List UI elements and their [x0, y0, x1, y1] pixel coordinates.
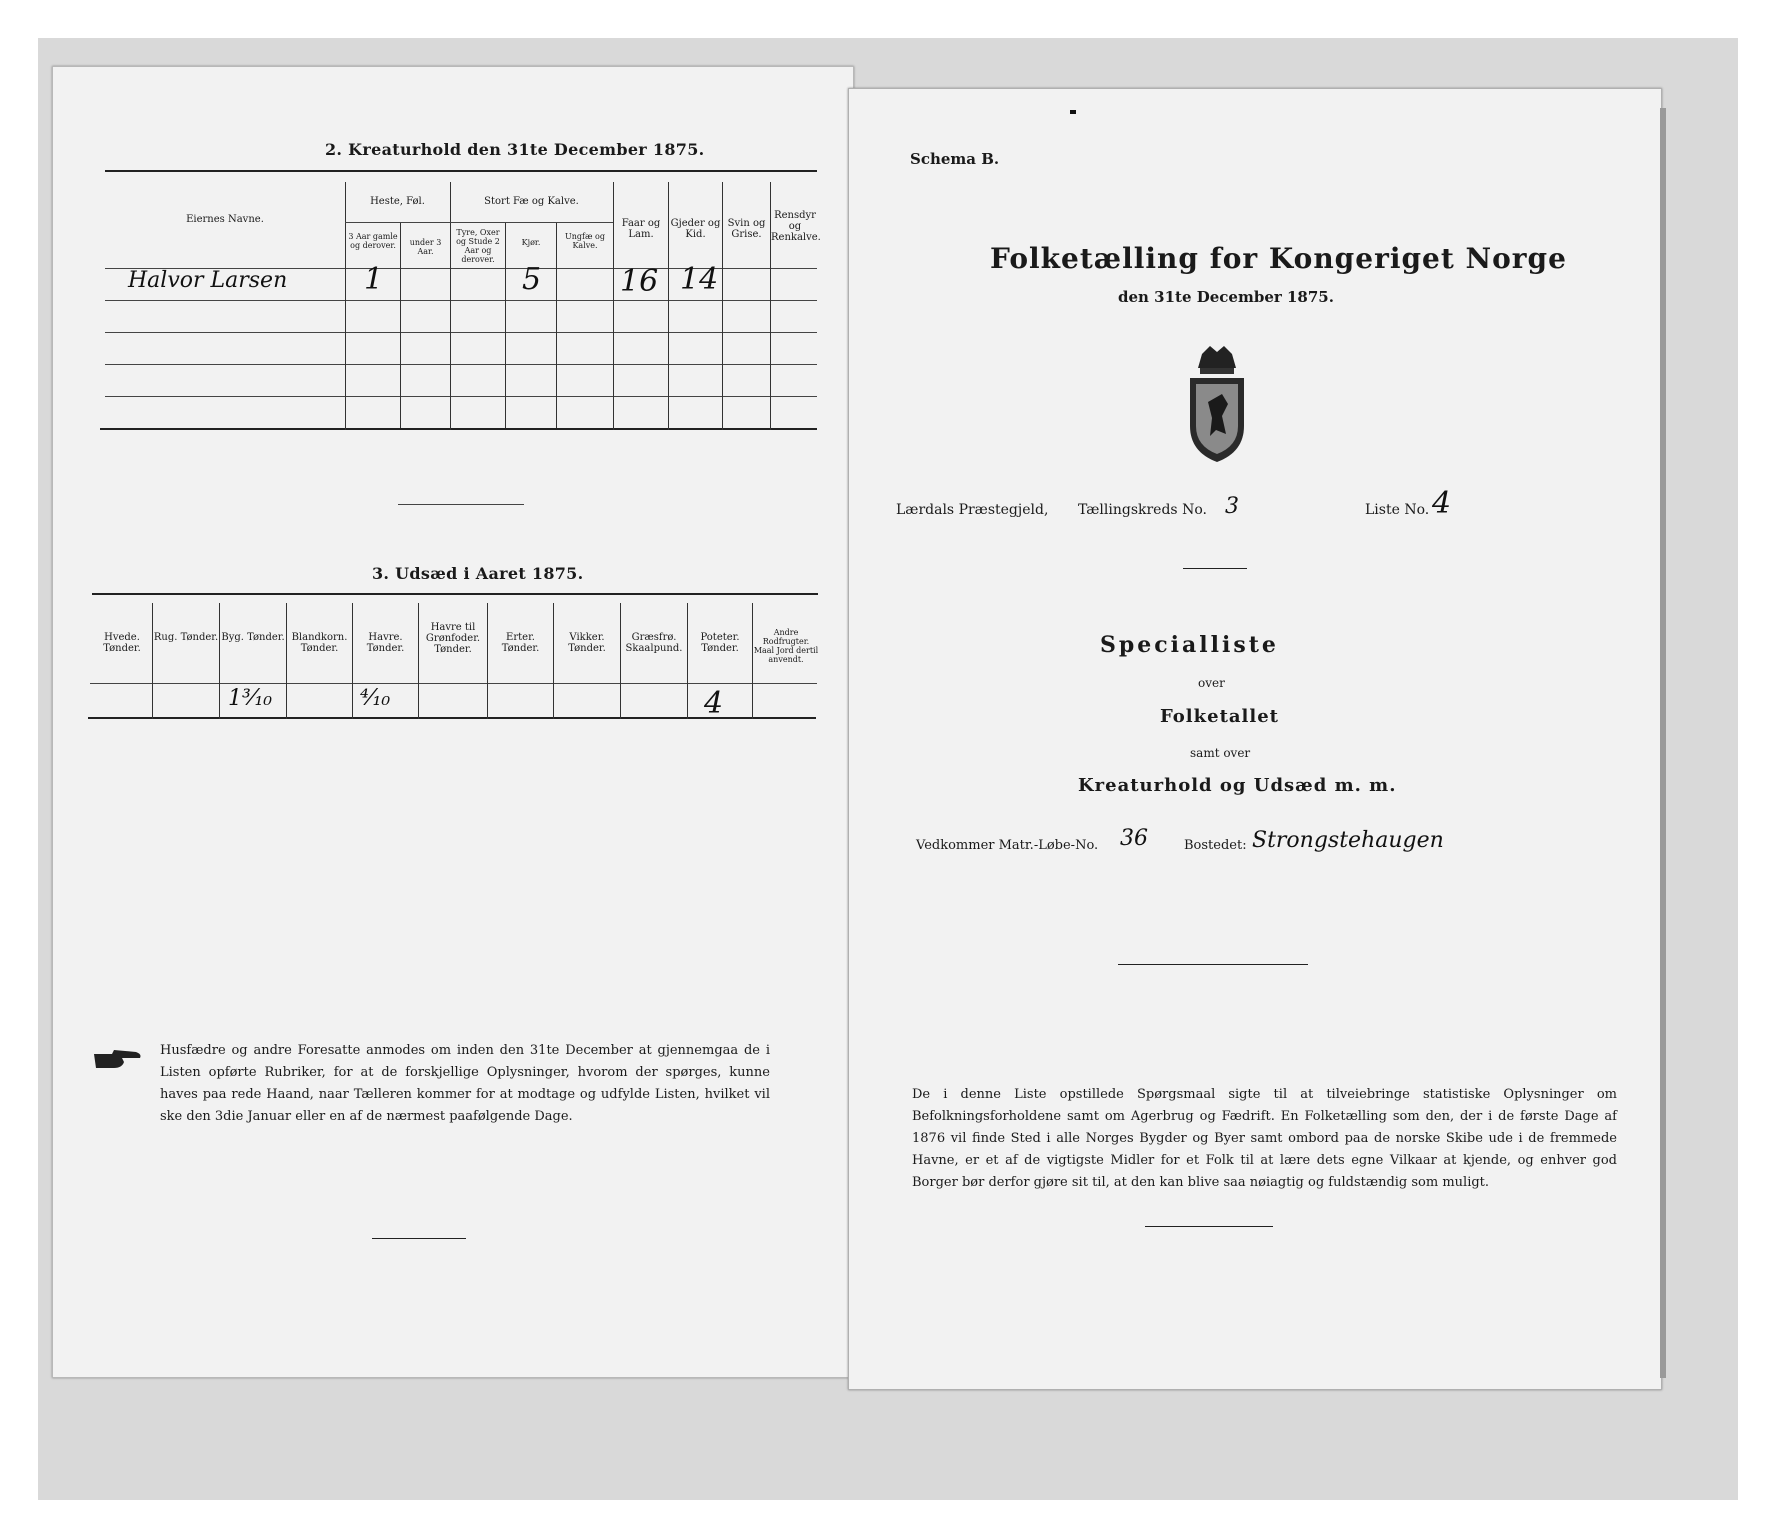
s3-header-byg: Byg. Tønder. — [221, 632, 285, 643]
s2-row-rule — [105, 300, 817, 301]
s2-row1-heste-a: 1 — [364, 262, 384, 297]
coat-of-arms-icon — [1182, 344, 1252, 464]
over-text: over — [1198, 676, 1225, 690]
section2-title: 2. Kreaturhold den 31te December 1875. — [325, 140, 705, 159]
s3-header-poteter: Poteter. Tønder. — [700, 632, 740, 654]
s2-row1-owner: Halvor Larsen — [128, 268, 288, 293]
pointing-hand-icon — [92, 1046, 144, 1072]
household-note: Husfædre og andre Foresatte anmodes om inden den 31te December at gjennemgaa de i Listen opførte Rubriker, for at de forskjellige Oplysninger, hvorom der spørges, kunne haves paa rede Haand, naar Tælleren kommer for at modtage og udfylde Listen, hvilket vil ske den 3die Januar eller en af de nærmest paafølgende Dage. — [160, 1043, 770, 1124]
specialliste-heading: Specialliste — [1100, 632, 1279, 658]
s2-row1-kjor: 5 — [522, 262, 542, 297]
separator-rule — [398, 504, 524, 505]
s3-col-divider — [286, 603, 287, 719]
s3-col-divider — [487, 603, 488, 719]
s3-row1-havre: ⁴⁄₁₀ — [360, 686, 391, 711]
s3-header-rule — [90, 683, 817, 684]
s2-header-gjeder: Gjeder og Kid. — [670, 218, 721, 240]
district-number: 3 — [1225, 494, 1239, 519]
matr-number: 36 — [1120, 826, 1148, 851]
s3-top-rule — [92, 593, 818, 595]
s3-col-divider — [152, 603, 153, 719]
s2-header-svin: Svin og Grise. — [727, 218, 766, 240]
s2-subheader-rule — [345, 222, 613, 223]
ink-dot — [1070, 110, 1076, 114]
s3-header-blandkorn: Blandkorn. Tønder. — [291, 632, 348, 654]
s3-col-divider — [352, 603, 353, 719]
s3-header-hvede: Hvede. Tønder. — [103, 632, 141, 654]
s2-row-rule — [105, 396, 817, 397]
page-edge — [1660, 108, 1666, 1378]
bostedet-label: Bostedet: — [1184, 838, 1247, 853]
s2-col-divider — [556, 222, 557, 428]
s2-header-stort: Stort Fæ og Kalve. — [484, 196, 579, 207]
census-paragraph: De i denne Liste opstillede Spørgsmaal sigte til at tilveiebringe statistiske Oplysninger om Befolkningsforholdene samt om Agerbrug og Fædrift. En Folketælling som den, der i de første Dage af 1876 vil finde Sted i alle Norges Bygder og Byer samt ombord paa de norske Skibe ude i de fremmede Havne, er et af de vigtigste Midler for et Folk til at lære dets egne Vilkaar at kjende, og enhver god Borger bør derfor gjøre sit til, at den kan blive saa nøiagtig og fuldstændig som muligt. — [912, 1087, 1617, 1190]
s3-col-divider — [219, 603, 220, 719]
s3-col-divider — [418, 603, 419, 719]
s2-col-divider — [450, 182, 451, 430]
bostedet-value: Strongstehaugen — [1252, 828, 1444, 853]
parish-label: Lærdals Præstegjeld, — [896, 502, 1049, 518]
s2-row-rule — [105, 332, 817, 333]
s2-header-stort-a: Tyre, Oxer og Stude 2 Aar og derover. — [456, 228, 500, 264]
s2-header-stort-c: Ungfæ og Kalve. — [565, 232, 605, 250]
s2-row1-faar: 16 — [620, 264, 659, 299]
matr-label: Vedkommer Matr.-Løbe-No. — [916, 838, 1099, 853]
section3-title: 3. Udsæd i Aaret 1875. — [372, 564, 584, 583]
s2-row1-gjeder: 14 — [680, 262, 719, 297]
s2-col-divider — [345, 182, 346, 430]
s2-header-heste-b: under 3 Aar. — [409, 238, 442, 256]
s2-header-faar: Faar og Lam. — [621, 218, 661, 240]
list-label: Liste No. — [1365, 502, 1430, 518]
s2-header-owner: Eiernes Navne. — [186, 214, 264, 225]
district-label: Tællingskreds No. — [1078, 502, 1207, 518]
s2-header-heste: Heste, Føl. — [370, 196, 425, 207]
s3-col-divider — [687, 603, 688, 719]
list-number: 4 — [1432, 486, 1452, 521]
separator-rule — [1183, 568, 1247, 569]
kreaturhold-heading: Kreaturhold og Udsæd m. m. — [1078, 775, 1397, 796]
s3-header-rug: Rug. Tønder. — [153, 632, 219, 643]
separator-rule — [1118, 964, 1308, 965]
schema-label: Schema B. — [910, 150, 1000, 168]
samt-over-text: samt over — [1190, 746, 1251, 760]
s3-header-andre: Andre Rodfrugter. Maal Jord dertil anvendt. — [753, 628, 819, 664]
footer-rule — [372, 1238, 466, 1239]
s2-header-stort-b: Kjør. — [521, 238, 541, 247]
s3-row1-byg: 1³⁄₁₀ — [228, 686, 273, 711]
folketallet-heading: Folketallet — [1160, 706, 1279, 727]
s3-col-divider — [553, 603, 554, 719]
right-page — [848, 88, 1662, 1390]
s2-bottom-rule — [100, 428, 817, 430]
s3-header-havre: Havre. Tønder. — [366, 632, 405, 654]
census-date: den 31te December 1875. — [1118, 288, 1334, 306]
s3-col-divider — [620, 603, 621, 719]
s2-row-rule — [105, 364, 817, 365]
s2-header-rensdyr: Rensdyr og Renkalve. — [771, 210, 821, 243]
s3-row1-poteter: 4 — [704, 686, 724, 721]
s3-header-graesfro: Græsfrø. Skaalpund. — [625, 632, 683, 654]
s2-top-rule — [105, 170, 817, 172]
s2-header-heste-a: 3 Aar gamle og derover. — [348, 232, 398, 250]
s2-col-divider — [505, 222, 506, 428]
census-title: Folketælling for Kongeriget Norge — [990, 242, 1567, 275]
s3-header-vikker: Vikker. Tønder. — [568, 632, 606, 654]
footer-rule — [1145, 1226, 1273, 1227]
s3-header-erter: Erter. Tønder. — [501, 632, 540, 654]
s3-header-havre-gron: Havre til Grønfoder. Tønder. — [425, 622, 481, 655]
